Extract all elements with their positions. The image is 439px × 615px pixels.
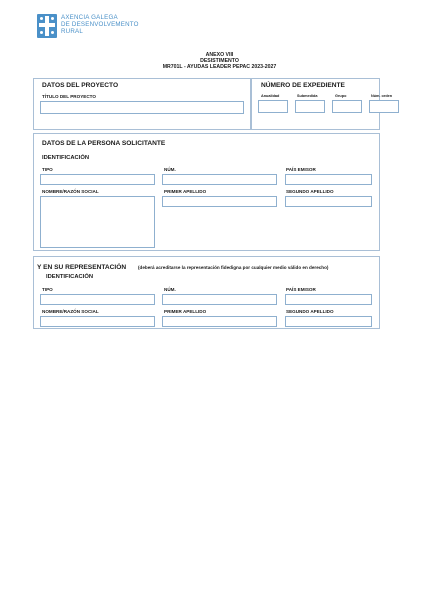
group-label: Grupo [335,94,347,98]
applicant-type-label: TIPO [42,167,53,172]
applicant-surname2-field[interactable] [285,196,372,207]
representative-note: (deberá acreditarse la representación fidedigna por cualquier medio válido en derecho) [138,265,329,270]
applicant-number-label: NÚM. [164,167,176,172]
representative-surname1-field[interactable] [162,316,277,327]
applicant-surname1-field[interactable] [162,196,277,207]
order-number-field[interactable] [369,100,399,113]
subject-title: DESISTIMENTO [200,58,239,65]
annex-title: ANEXO VIII [205,52,234,58]
applicant-surname2-label: SEGUNDO APELLIDO [286,189,334,194]
representative-surname2-label: SEGUNDO APELLIDO [286,309,334,314]
applicant-name-label: NOMBRE/RAZÓN SOCIAL [42,189,99,194]
file-number-section [251,78,393,130]
project-heading: DATOS DEL PROYECTO [42,82,119,89]
representative-surname1-label: PRIMER APELLIDO [164,309,207,314]
logo-line-2: DE DESENVOLVEMENTO [61,21,139,29]
representative-type-label: TIPO [42,287,53,292]
applicant-section [33,133,380,251]
year-label: Anualidad [261,94,280,98]
year-field[interactable] [258,100,288,113]
representative-heading: Y EN SU REPRESENTACIÓN [37,264,127,271]
applicant-identification-heading: IDENTIFICACIÓN [42,155,90,161]
galicia-emblem-icon [37,14,57,38]
agency-name [61,14,139,36]
representative-section [33,256,380,329]
applicant-country-label: PAÍS EMISOR [286,167,316,172]
representative-country-label: PAÍS EMISOR [286,287,316,292]
agency-logo [37,14,139,38]
applicant-number-field[interactable] [162,174,277,185]
program-title: MR701L - AYUDAS LEADER PEPAC 2023-2027 [162,64,277,71]
submeasure-field[interactable] [295,100,325,113]
representative-type-field[interactable] [40,294,155,305]
representative-name-field[interactable] [40,316,155,327]
representative-name-label: NOMBRE/RAZÓN SOCIAL [42,309,99,314]
representative-country-field[interactable] [285,294,372,305]
applicant-name-field[interactable] [40,196,155,248]
representative-identification-heading: IDENTIFICACIÓN [46,274,94,280]
project-title-label: TÍTULO DEL PROYECTO [42,94,96,99]
submeasure-label: Submedida [297,94,318,98]
applicant-heading: DATOS DE LA PERSONA SOLICITANTE [42,140,166,147]
logo-line-1: AXENCIA GALEGA [61,14,118,21]
logo-line-3: RURAL [61,28,83,36]
applicant-surname1-label: PRIMER APELLIDO [164,189,207,194]
representative-number-field[interactable] [162,294,277,305]
applicant-type-field[interactable] [40,174,155,185]
group-field[interactable] [332,100,362,113]
representative-number-label: NÚM. [164,287,176,292]
project-title-field[interactable] [40,101,244,114]
representative-surname2-field[interactable] [285,316,372,327]
project-section [33,78,251,130]
document-title [0,52,439,71]
file-number-heading: NÚMERO DE EXPEDIENTE [261,82,345,89]
applicant-country-field[interactable] [285,174,372,185]
order-number-label: Núm. orden [371,94,393,98]
